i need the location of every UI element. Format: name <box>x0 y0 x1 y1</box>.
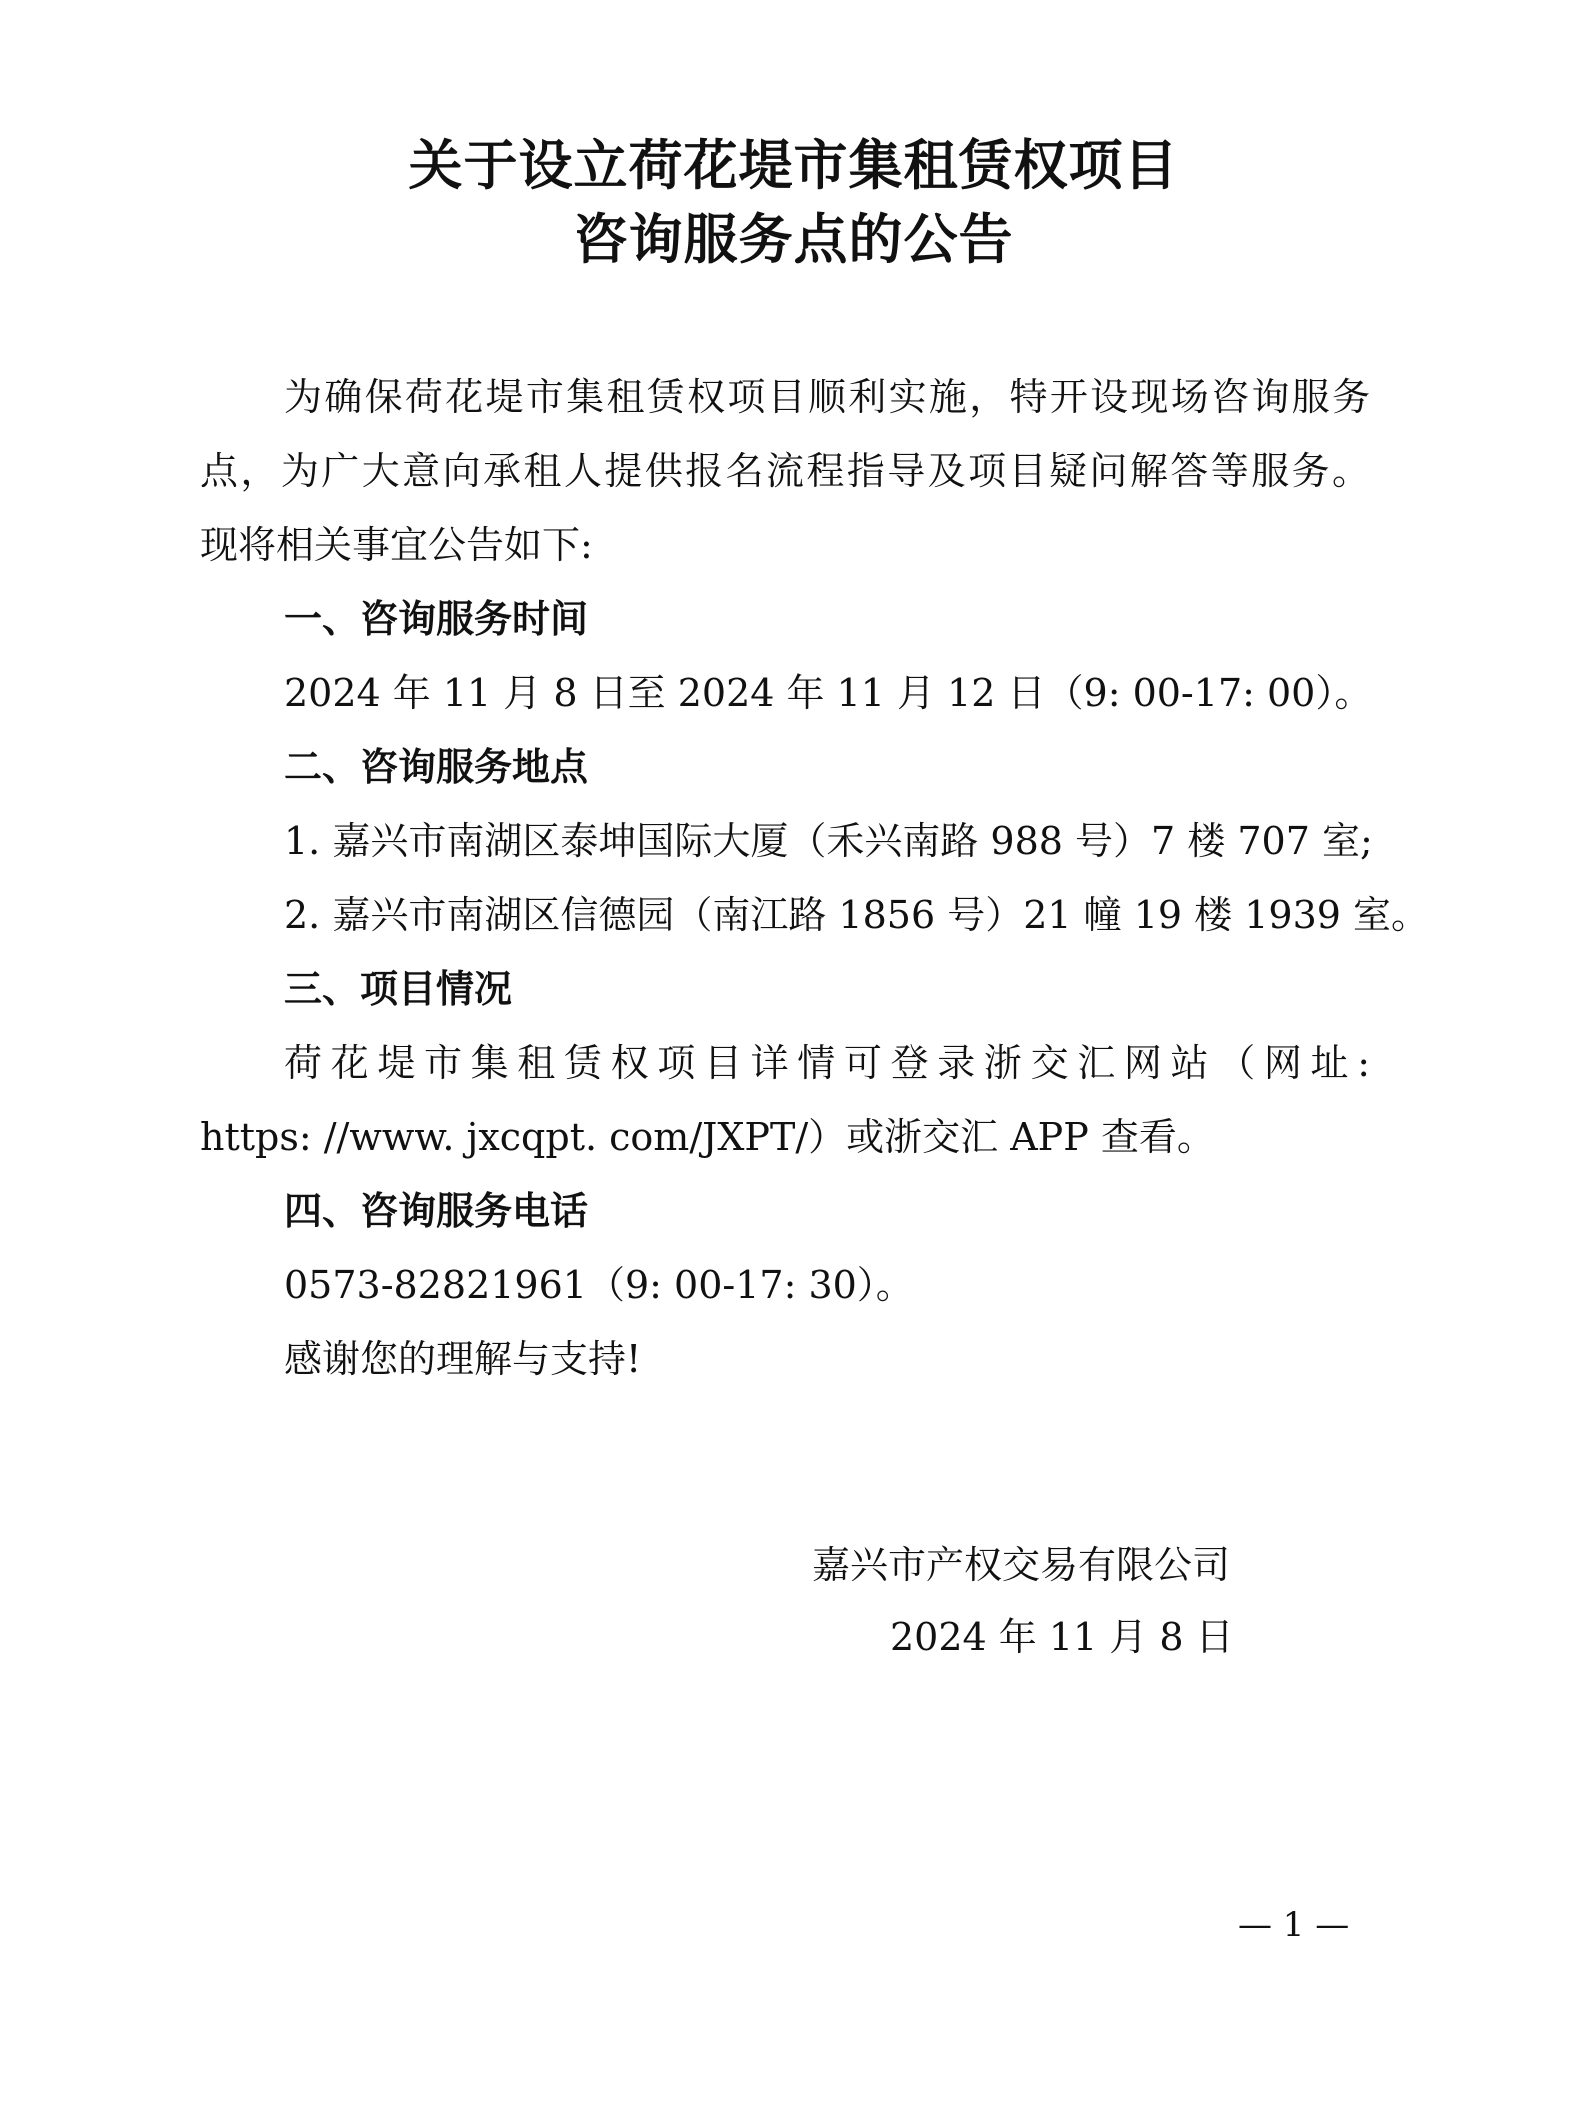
section-3-line-2: https: //www. jxcqpt. com/JXPT/）或浙交汇 APP 查看。 <box>200 1115 1215 1159</box>
section-2-heading: 二、咨询服务地点 <box>284 745 589 789</box>
section-2-item-2: 2. 嘉兴市南湖区信德园（南江路 1856 号）21 幢 19 楼 1939 室。 <box>284 893 1430 937</box>
closing-text: 感谢您的理解与支持! <box>284 1337 642 1381</box>
section-2-item-1: 1. 嘉兴市南湖区泰坤国际大厦（禾兴南路 988 号）7 楼 707 室; <box>284 819 1373 863</box>
page-number: — 1 — <box>1238 1905 1350 1945</box>
section-1-heading: 一、咨询服务时间 <box>284 597 589 641</box>
section-4-text: 0573-82821961（9: 00-17: 30）。 <box>284 1263 914 1307</box>
section-3-line-1: 荷花堤市集租赁权项目详情可登录浙交汇网站（网址: <box>284 1041 1370 1085</box>
document-title-line-1: 关于设立荷花堤市集租赁权项目 <box>408 134 1179 197</box>
signature-date: 2024 年 11 月 8 日 <box>890 1615 1234 1659</box>
document-title-line-2: 咨询服务点的公告 <box>573 208 1014 271</box>
intro-paragraph-line-1: 为确保荷花堤市集租赁权项目顺利实施，特开设现场咨询服务 <box>284 375 1370 419</box>
intro-paragraph-line-2: 点，为广大意向承租人提供报名流程指导及项目疑问解答等服务。 <box>200 449 1370 493</box>
intro-paragraph-line-3: 现将相关事宜公告如下: <box>200 523 593 567</box>
section-1-text: 2024 年 11 月 8 日至 2024 年 11 月 12 日（9: 00-17: 00）。 <box>284 671 1373 715</box>
signature-organization: 嘉兴市产权交易有限公司 <box>812 1543 1231 1587</box>
section-3-heading: 三、项目情况 <box>284 967 513 1011</box>
section-4-heading: 四、咨询服务电话 <box>284 1189 589 1233</box>
